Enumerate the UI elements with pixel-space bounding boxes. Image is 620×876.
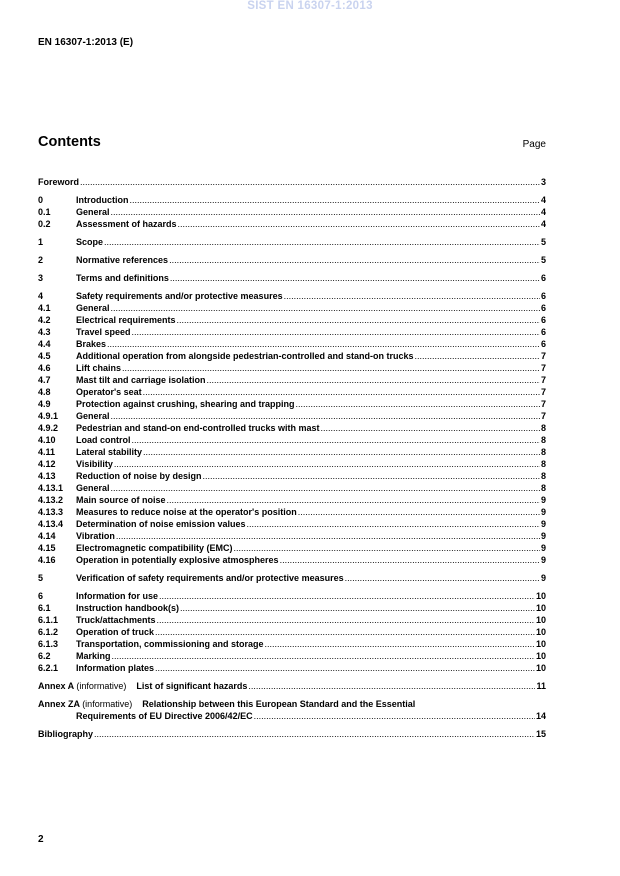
toc-entry-annex-a[interactable] [38, 680, 546, 692]
toc-entry[interactable] [38, 506, 546, 518]
toc-entry-page: 8 [540, 423, 546, 433]
toc-entry-number: 6 [38, 591, 44, 601]
toc-entry-title: Verification of safety requirements and/or protective measures [76, 573, 344, 583]
toc-entry-number: 1 [38, 237, 44, 247]
toc-entry[interactable] [38, 302, 546, 314]
toc-entry-number: 4.16 [38, 555, 56, 565]
leader-dots [296, 398, 540, 410]
leader-dots [180, 602, 535, 614]
toc-entry-page: 9 [540, 555, 546, 565]
toc-entry-title: Measures to reduce noise at the operator's position [76, 507, 297, 517]
toc-entry[interactable] [38, 458, 546, 470]
leader-dots [104, 236, 540, 248]
toc-entry-bibliography[interactable] [38, 728, 546, 740]
toc-entry-page: 7 [540, 399, 546, 409]
toc-entry-page: 8 [540, 483, 546, 493]
toc-entry-page: 10 [535, 591, 546, 601]
toc-entry[interactable] [38, 434, 546, 446]
standard-code: EN 16307-1:2013 (E) [38, 37, 134, 48]
toc-entry-title: Lift chains [76, 363, 122, 373]
toc-entry-title: Pedestrian and stand-on end-controlled trucks with mast [76, 423, 320, 433]
toc-entry-page: 10 [535, 603, 546, 613]
toc-entry-title: General [76, 411, 110, 421]
toc-entry-page: 6 [540, 273, 546, 283]
toc-entry-title: Operator's seat [76, 387, 142, 397]
toc-entry-title: Safety requirements and/or protective measures [76, 291, 283, 301]
toc-entry-page: 7 [540, 387, 546, 397]
toc-entry-number: 4.7 [38, 375, 51, 385]
leader-dots [298, 506, 540, 518]
toc-entry-number: 0 [38, 195, 44, 205]
toc-entry-title: Transportation, commissioning and storage [76, 639, 264, 649]
toc-entry[interactable] [38, 218, 546, 230]
toc-entry-page: 6 [540, 339, 546, 349]
toc-entry[interactable] [38, 626, 546, 638]
toc-entry-page: 6 [540, 327, 546, 337]
toc-entry-title: Brakes [76, 339, 107, 349]
toc-entry-annex-za[interactable] [38, 698, 546, 722]
leader-dots [107, 338, 540, 350]
leader-dots [132, 326, 540, 338]
toc-entry-page: 4 [540, 219, 546, 229]
toc-entry-title: Travel speed [76, 327, 131, 337]
leader-dots [143, 386, 540, 398]
leader-dots [111, 206, 540, 218]
annex-title: List of significant hazards [136, 681, 248, 691]
toc-entry-number: 6.1 [38, 603, 51, 613]
toc-entry[interactable] [38, 194, 546, 206]
toc-entry-title: Electromagnetic compatibility (EMC) [76, 543, 233, 553]
toc-entry[interactable] [38, 572, 546, 584]
toc-entry[interactable] [38, 176, 546, 188]
toc-entry-title: Mast tilt and carriage isolation [76, 375, 206, 385]
leader-dots [284, 290, 540, 302]
toc-entry-page: 6 [540, 315, 546, 325]
leader-dots [111, 410, 540, 422]
toc-entry-page: 7 [540, 351, 546, 361]
toc-entry[interactable] [38, 590, 546, 602]
toc-entry-number: 5 [38, 573, 44, 583]
toc-entry-page: 9 [540, 543, 546, 553]
toc-entry-title: Information for use [76, 591, 159, 601]
toc-entry[interactable] [38, 290, 546, 302]
toc-entry-title: Normative references [76, 255, 169, 265]
toc-entry[interactable] [38, 446, 546, 458]
toc-entry-title: Vibration [76, 531, 115, 541]
toc-entry-page: 10 [535, 663, 546, 673]
toc-entry-number: 6.2.1 [38, 663, 59, 673]
toc-entry-title: Additional operation from alongside pedestrian-controlled and stand-on trucks [76, 351, 414, 361]
toc-entry[interactable] [38, 554, 546, 566]
toc-entry-number: 4.14 [38, 531, 56, 541]
toc-entry-title: Introduction [76, 195, 129, 205]
toc-entry[interactable] [38, 494, 546, 506]
leader-dots [130, 194, 540, 206]
toc-entry-number: 4.11 [38, 447, 56, 457]
toc-entry-page: 9 [540, 519, 546, 529]
toc-entry[interactable] [38, 374, 546, 386]
toc-entry-title: Protection against crushing, shearing and trapping [76, 399, 295, 409]
toc-entry-title: Instruction handbook(s) [76, 603, 179, 613]
toc-entry[interactable] [38, 326, 546, 338]
toc-entry-page: 9 [540, 531, 546, 541]
toc-entry-title: Visibility [76, 459, 113, 469]
leader-dots [247, 518, 540, 530]
toc-entry-title: Main source of noise [76, 495, 166, 505]
annex-kind: (informative) [76, 681, 127, 691]
toc-entry-number: 6.2 [38, 651, 51, 661]
toc-entry-page: 8 [540, 471, 546, 481]
leader-dots [143, 446, 540, 458]
leader-dots [170, 272, 540, 284]
toc-entry-title: Assessment of hazards [76, 219, 177, 229]
toc-entry-title: General [76, 483, 110, 493]
toc-entry[interactable] [38, 482, 546, 494]
toc-entry-page: 8 [540, 459, 546, 469]
toc-entry-page: 8 [540, 447, 546, 457]
leader-dots [122, 362, 540, 374]
leader-dots [254, 710, 535, 722]
toc-entry-page: 10 [535, 627, 546, 637]
toc-entry-title: Information plates [76, 663, 155, 673]
toc-entry-number: 4.12 [38, 459, 56, 469]
annex-page: 14 [535, 711, 546, 721]
toc-entry-title: Scope [76, 237, 104, 247]
toc-entry[interactable] [38, 386, 546, 398]
leader-dots [114, 458, 540, 470]
toc-entry-page: 7 [540, 363, 546, 373]
toc-entry-number: 4.9.2 [38, 423, 59, 433]
leader-dots [178, 218, 540, 230]
toc-entry[interactable] [38, 422, 546, 434]
toc-entry[interactable] [38, 638, 546, 650]
table-of-contents [38, 176, 546, 740]
toc-entry-page: 6 [540, 291, 546, 301]
leader-dots [167, 494, 540, 506]
toc-entry-number: 6.1.1 [38, 615, 59, 625]
toc-entry-title: Load control [76, 435, 131, 445]
leader-dots [234, 542, 540, 554]
toc-entry[interactable] [38, 398, 546, 410]
toc-entry[interactable] [38, 470, 546, 482]
toc-entry-title: Determination of noise emission values [76, 519, 246, 529]
annex-kind: (informative) [82, 699, 133, 709]
toc-entry-page: 9 [540, 573, 546, 583]
toc-entry-number: 4.2 [38, 315, 51, 325]
watermark: SIST EN 16307-1:2013 [247, 0, 373, 12]
leader-dots [177, 314, 540, 326]
toc-entry-number: 3 [38, 273, 44, 283]
toc-entry-number: 2 [38, 255, 44, 265]
leader-dots [116, 530, 540, 542]
toc-entry-number: 4 [38, 291, 44, 301]
toc-entry-title: Terms and definitions [76, 273, 169, 283]
toc-entry[interactable] [38, 518, 546, 530]
toc-entry-page: 7 [540, 411, 546, 421]
annex-label: Annex A [38, 681, 74, 691]
toc-entry-number: 4.15 [38, 543, 56, 553]
toc-entry[interactable] [38, 362, 546, 374]
toc-entry-number: 4.13 [38, 471, 56, 481]
toc-entry-number: 4.13.2 [38, 495, 64, 505]
toc-entry-number: 0.2 [38, 219, 51, 229]
toc-entry-number: 4.9.1 [38, 411, 59, 421]
toc-entry-title: Truck/attachments [76, 615, 156, 625]
toc-entry-page: 3 [540, 177, 546, 187]
toc-entry-number: 4.8 [38, 387, 51, 397]
toc-entry[interactable] [38, 350, 546, 362]
toc-entry-page: 8 [540, 435, 546, 445]
leader-dots [345, 572, 540, 584]
toc-entry-title: Foreword [38, 177, 80, 187]
toc-entry-title: General [76, 303, 110, 313]
leader-dots [132, 434, 540, 446]
toc-entry[interactable] [38, 614, 546, 626]
toc-entry[interactable] [38, 662, 546, 674]
toc-entry-page: 9 [540, 495, 546, 505]
toc-entry-page: 9 [540, 507, 546, 517]
toc-entry-page: 7 [540, 375, 546, 385]
toc-entry-page: 10 [535, 651, 546, 661]
leader-dots [155, 626, 535, 638]
toc-entry-number: 4.1 [38, 303, 51, 313]
leader-dots [207, 374, 540, 386]
toc-entry[interactable] [38, 236, 546, 248]
leader-dots [321, 422, 540, 434]
toc-entry[interactable] [38, 338, 546, 350]
toc-entry[interactable] [38, 314, 546, 326]
bibliography-title: Bibliography [38, 729, 94, 739]
leader-dots [94, 728, 535, 740]
toc-entry[interactable] [38, 410, 546, 422]
toc-entry-title: Electrical requirements [76, 315, 176, 325]
toc-entry-page: 10 [535, 639, 546, 649]
leader-dots [80, 176, 540, 188]
toc-entry[interactable] [38, 206, 546, 218]
page-column-label: Page [522, 139, 546, 150]
toc-entry-number: 0.1 [38, 207, 51, 217]
toc-entry-title: Reduction of noise by design [76, 471, 202, 481]
annex-title-line2: Requirements of EU Directive 2006/42/EC [76, 711, 253, 721]
toc-entry-title: Operation of truck [76, 627, 155, 637]
toc-entry[interactable] [38, 272, 546, 284]
toc-entry-number: 6.1.2 [38, 627, 59, 637]
annex-page: 11 [536, 681, 546, 691]
toc-entry-number: 6.1.3 [38, 639, 59, 649]
leader-dots [265, 638, 535, 650]
toc-entry-number: 4.13.3 [38, 507, 64, 517]
leader-dots [169, 254, 540, 266]
toc-entry-page: 5 [540, 237, 546, 247]
page-title: Contents [38, 134, 101, 150]
annex-label: Annex ZA [38, 699, 80, 709]
toc-entry-number: 4.13.4 [38, 519, 64, 529]
toc-entry-number: 4.9 [38, 399, 51, 409]
leader-dots [111, 302, 540, 314]
leader-dots [155, 662, 535, 674]
leader-dots [248, 680, 535, 692]
toc-entry[interactable] [38, 542, 546, 554]
leader-dots [280, 554, 540, 566]
toc-entry-number: 4.13.1 [38, 483, 64, 493]
toc-entry[interactable] [38, 650, 546, 662]
leader-dots [112, 650, 535, 662]
toc-entry-page: 5 [540, 255, 546, 265]
toc-entry-page: 4 [540, 207, 546, 217]
toc-entry-title: General [76, 207, 110, 217]
toc-entry-title: Operation in potentially explosive atmospheres [76, 555, 279, 565]
leader-dots [157, 614, 535, 626]
toc-entry-page: 10 [535, 615, 546, 625]
toc-entry-number: 4.6 [38, 363, 51, 373]
toc-entry-page: 4 [540, 195, 546, 205]
toc-entry-title: Marking [76, 651, 111, 661]
toc-entry-number: 4.5 [38, 351, 51, 361]
toc-entry-number: 4.3 [38, 327, 51, 337]
page-number: 2 [38, 834, 44, 845]
leader-dots [203, 470, 540, 482]
toc-entry[interactable] [38, 602, 546, 614]
toc-entry-title: Lateral stability [76, 447, 143, 457]
toc-entry-number: 4.4 [38, 339, 51, 349]
leader-dots [111, 482, 540, 494]
toc-entry-page: 6 [540, 303, 546, 313]
toc-entry-number: 4.10 [38, 435, 56, 445]
toc-entry[interactable] [38, 254, 546, 266]
leader-dots [415, 350, 540, 362]
leader-dots [159, 590, 535, 602]
toc-entry[interactable] [38, 530, 546, 542]
bibliography-page: 15 [535, 729, 546, 739]
annex-title-line1: Relationship between this European Standard and the Essential [142, 699, 416, 709]
